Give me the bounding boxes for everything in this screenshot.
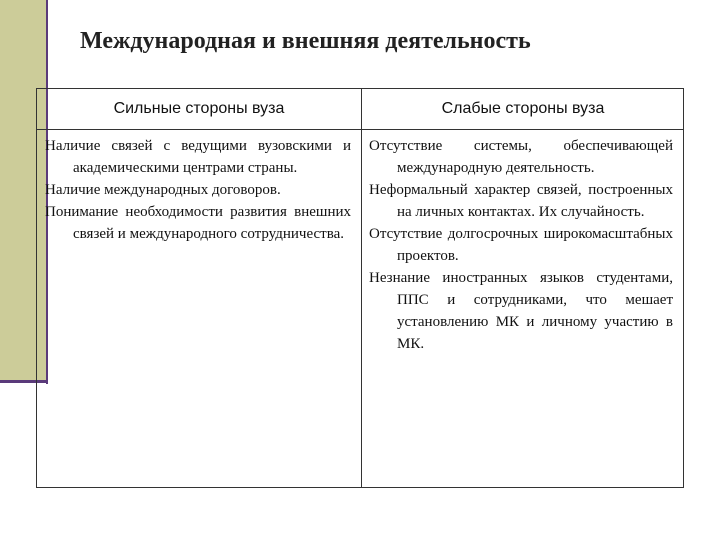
strength-item: Наличие связей с ведущими вузовскими и академическими центрами страны. <box>45 138 351 176</box>
column-divider <box>361 89 362 487</box>
weakness-item: Незнание иностранных языков студентами, ППС и сотрудниками, что мешает установлению МК и личному участию в МК. <box>369 270 673 352</box>
weakness-item: Отсутствие системы, обеспечивающей международную деятельность. <box>369 138 673 176</box>
weaknesses-list <box>369 135 673 355</box>
strength-item: Понимание необходимости развития внешних связей и международного сотрудничества. <box>45 204 351 242</box>
weakness-item: Неформальный характер связей, построенных на личных контактах. Их случайность. <box>369 182 673 220</box>
strengths-list <box>45 135 351 245</box>
page-title: Международная и внешняя деятельность <box>80 28 531 54</box>
header-weaknesses: Слабые стороны вуза <box>441 100 605 117</box>
weakness-item: Отсутствие долгосрочных широкомасштабных проектов. <box>369 226 673 264</box>
header-divider <box>37 129 683 130</box>
header-strengths: Сильные стороны вуза <box>113 100 285 117</box>
swot-table <box>36 88 684 488</box>
strength-item: Наличие международных договоров. <box>45 182 281 198</box>
